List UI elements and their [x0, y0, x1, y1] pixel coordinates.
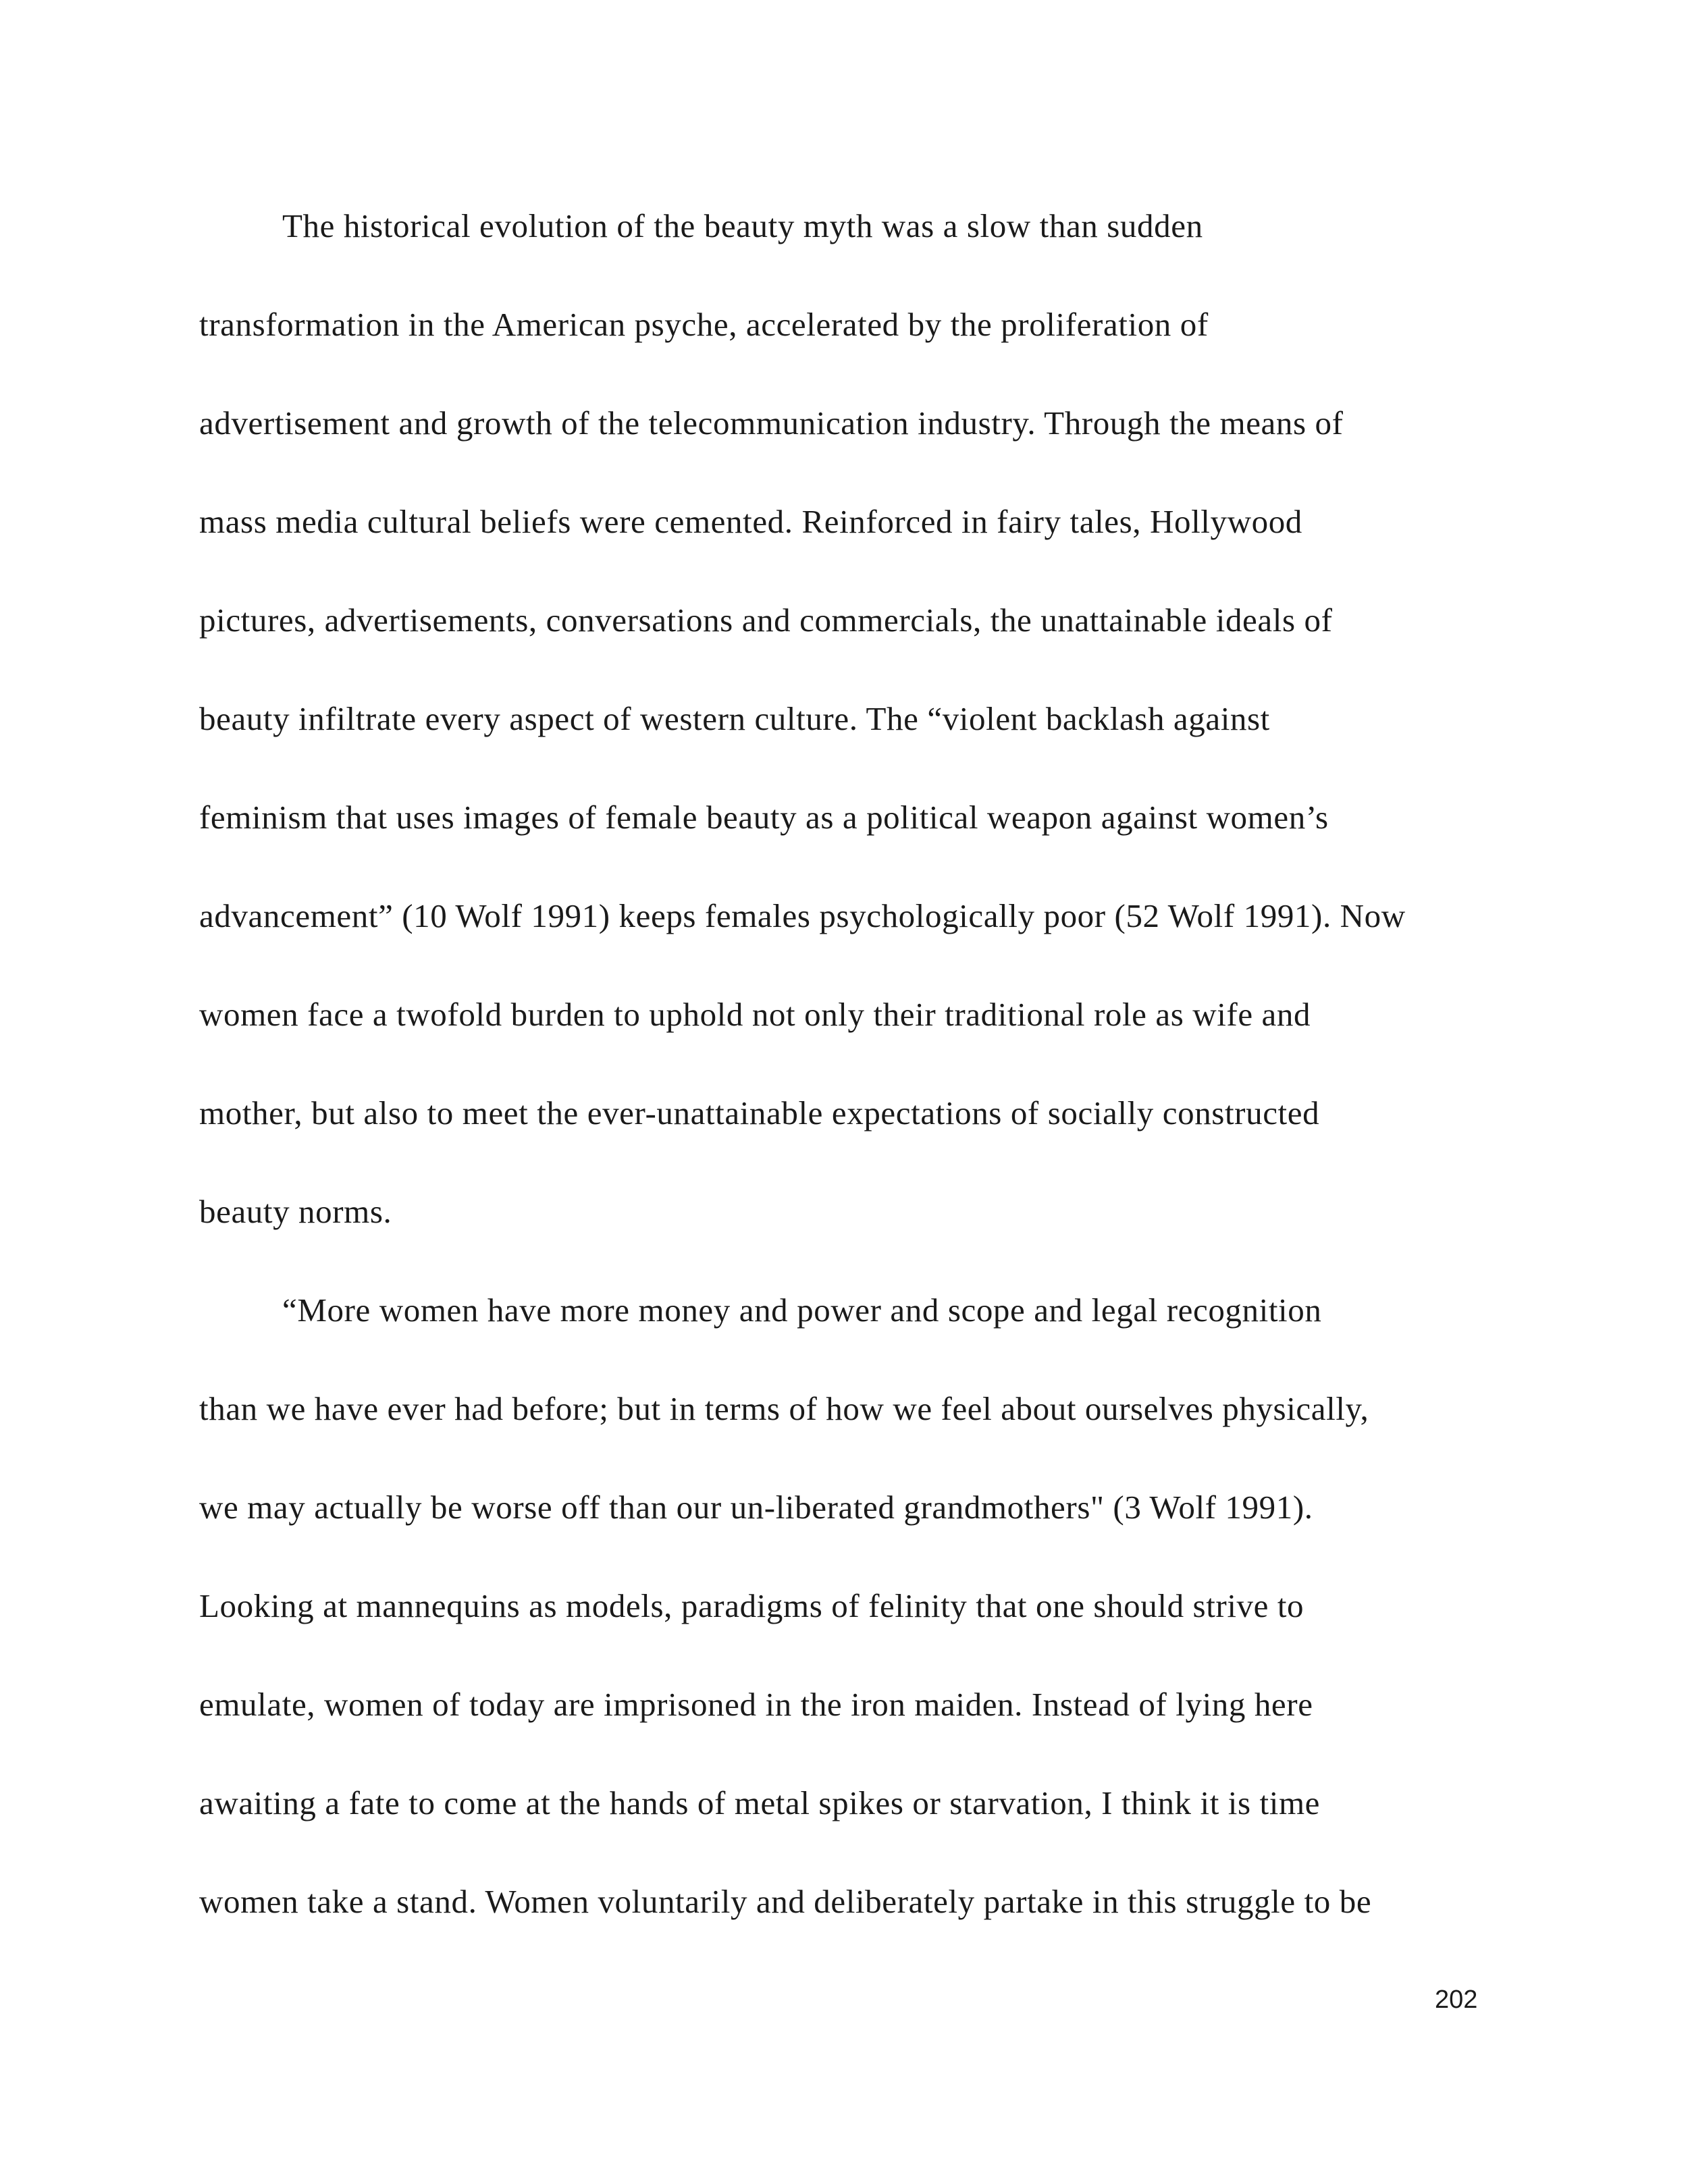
paragraph-2-line-5: emulate, women of today are imprisoned in the iron maiden. Instead of lying here: [199, 1686, 1313, 1723]
paragraph-2-line-2: than we have ever had before; but in terms of how we feel about ourselves physically,: [199, 1390, 1369, 1427]
paragraph-1-line-9: women face a twofold burden to uphold not only their traditional role as wife and: [199, 996, 1311, 1033]
paragraph-2-line-3: we may actually be worse off than our un-liberated grandmothers" (3 Wolf 1991).: [199, 1489, 1313, 1526]
page-number: 202: [1435, 1986, 1478, 2014]
paragraph-2-line-4: Looking at mannequins as models, paradigms of felinity that one should strive to: [199, 1587, 1304, 1624]
paragraph-1-line-6: beauty infiltrate every aspect of western culture. The “violent backlash against: [199, 700, 1270, 737]
paragraph-1-line-2: transformation in the American psyche, accelerated by the proliferation of: [199, 306, 1209, 343]
paragraph-1-line-11: beauty norms.: [199, 1193, 392, 1230]
paragraph-1-line-8: advancement” (10 Wolf 1991) keeps females psychologically poor (52 Wolf 1991). Now: [199, 897, 1406, 934]
paragraph-2-line-1: “More women have more money and power and scope and legal recognition: [282, 1291, 1322, 1329]
paragraph-1-line-4: mass media cultural beliefs were cemented. Reinforced in fairy tales, Hollywood: [199, 503, 1302, 540]
paragraph-1-line-5: pictures, advertisements, conversations and commercials, the unattainable ideals of: [199, 602, 1333, 639]
paragraph-1-line-10: mother, but also to meet the ever-unattainable expectations of socially constructed: [199, 1094, 1320, 1131]
paragraph-1-line-1: The historical evolution of the beauty myth was a slow than sudden: [282, 207, 1203, 244]
paragraph-2-line-6: awaiting a fate to come at the hands of metal spikes or starvation, I think it is time: [199, 1784, 1321, 1821]
paragraph-1-line-7: feminism that uses images of female beauty as a political weapon against women’s: [199, 799, 1329, 836]
paragraph-1-line-3: advertisement and growth of the telecommunication industry. Through the means of: [199, 404, 1344, 442]
paragraph-2-line-7: women take a stand. Women voluntarily and deliberately partake in this struggle to be: [199, 1883, 1372, 1920]
